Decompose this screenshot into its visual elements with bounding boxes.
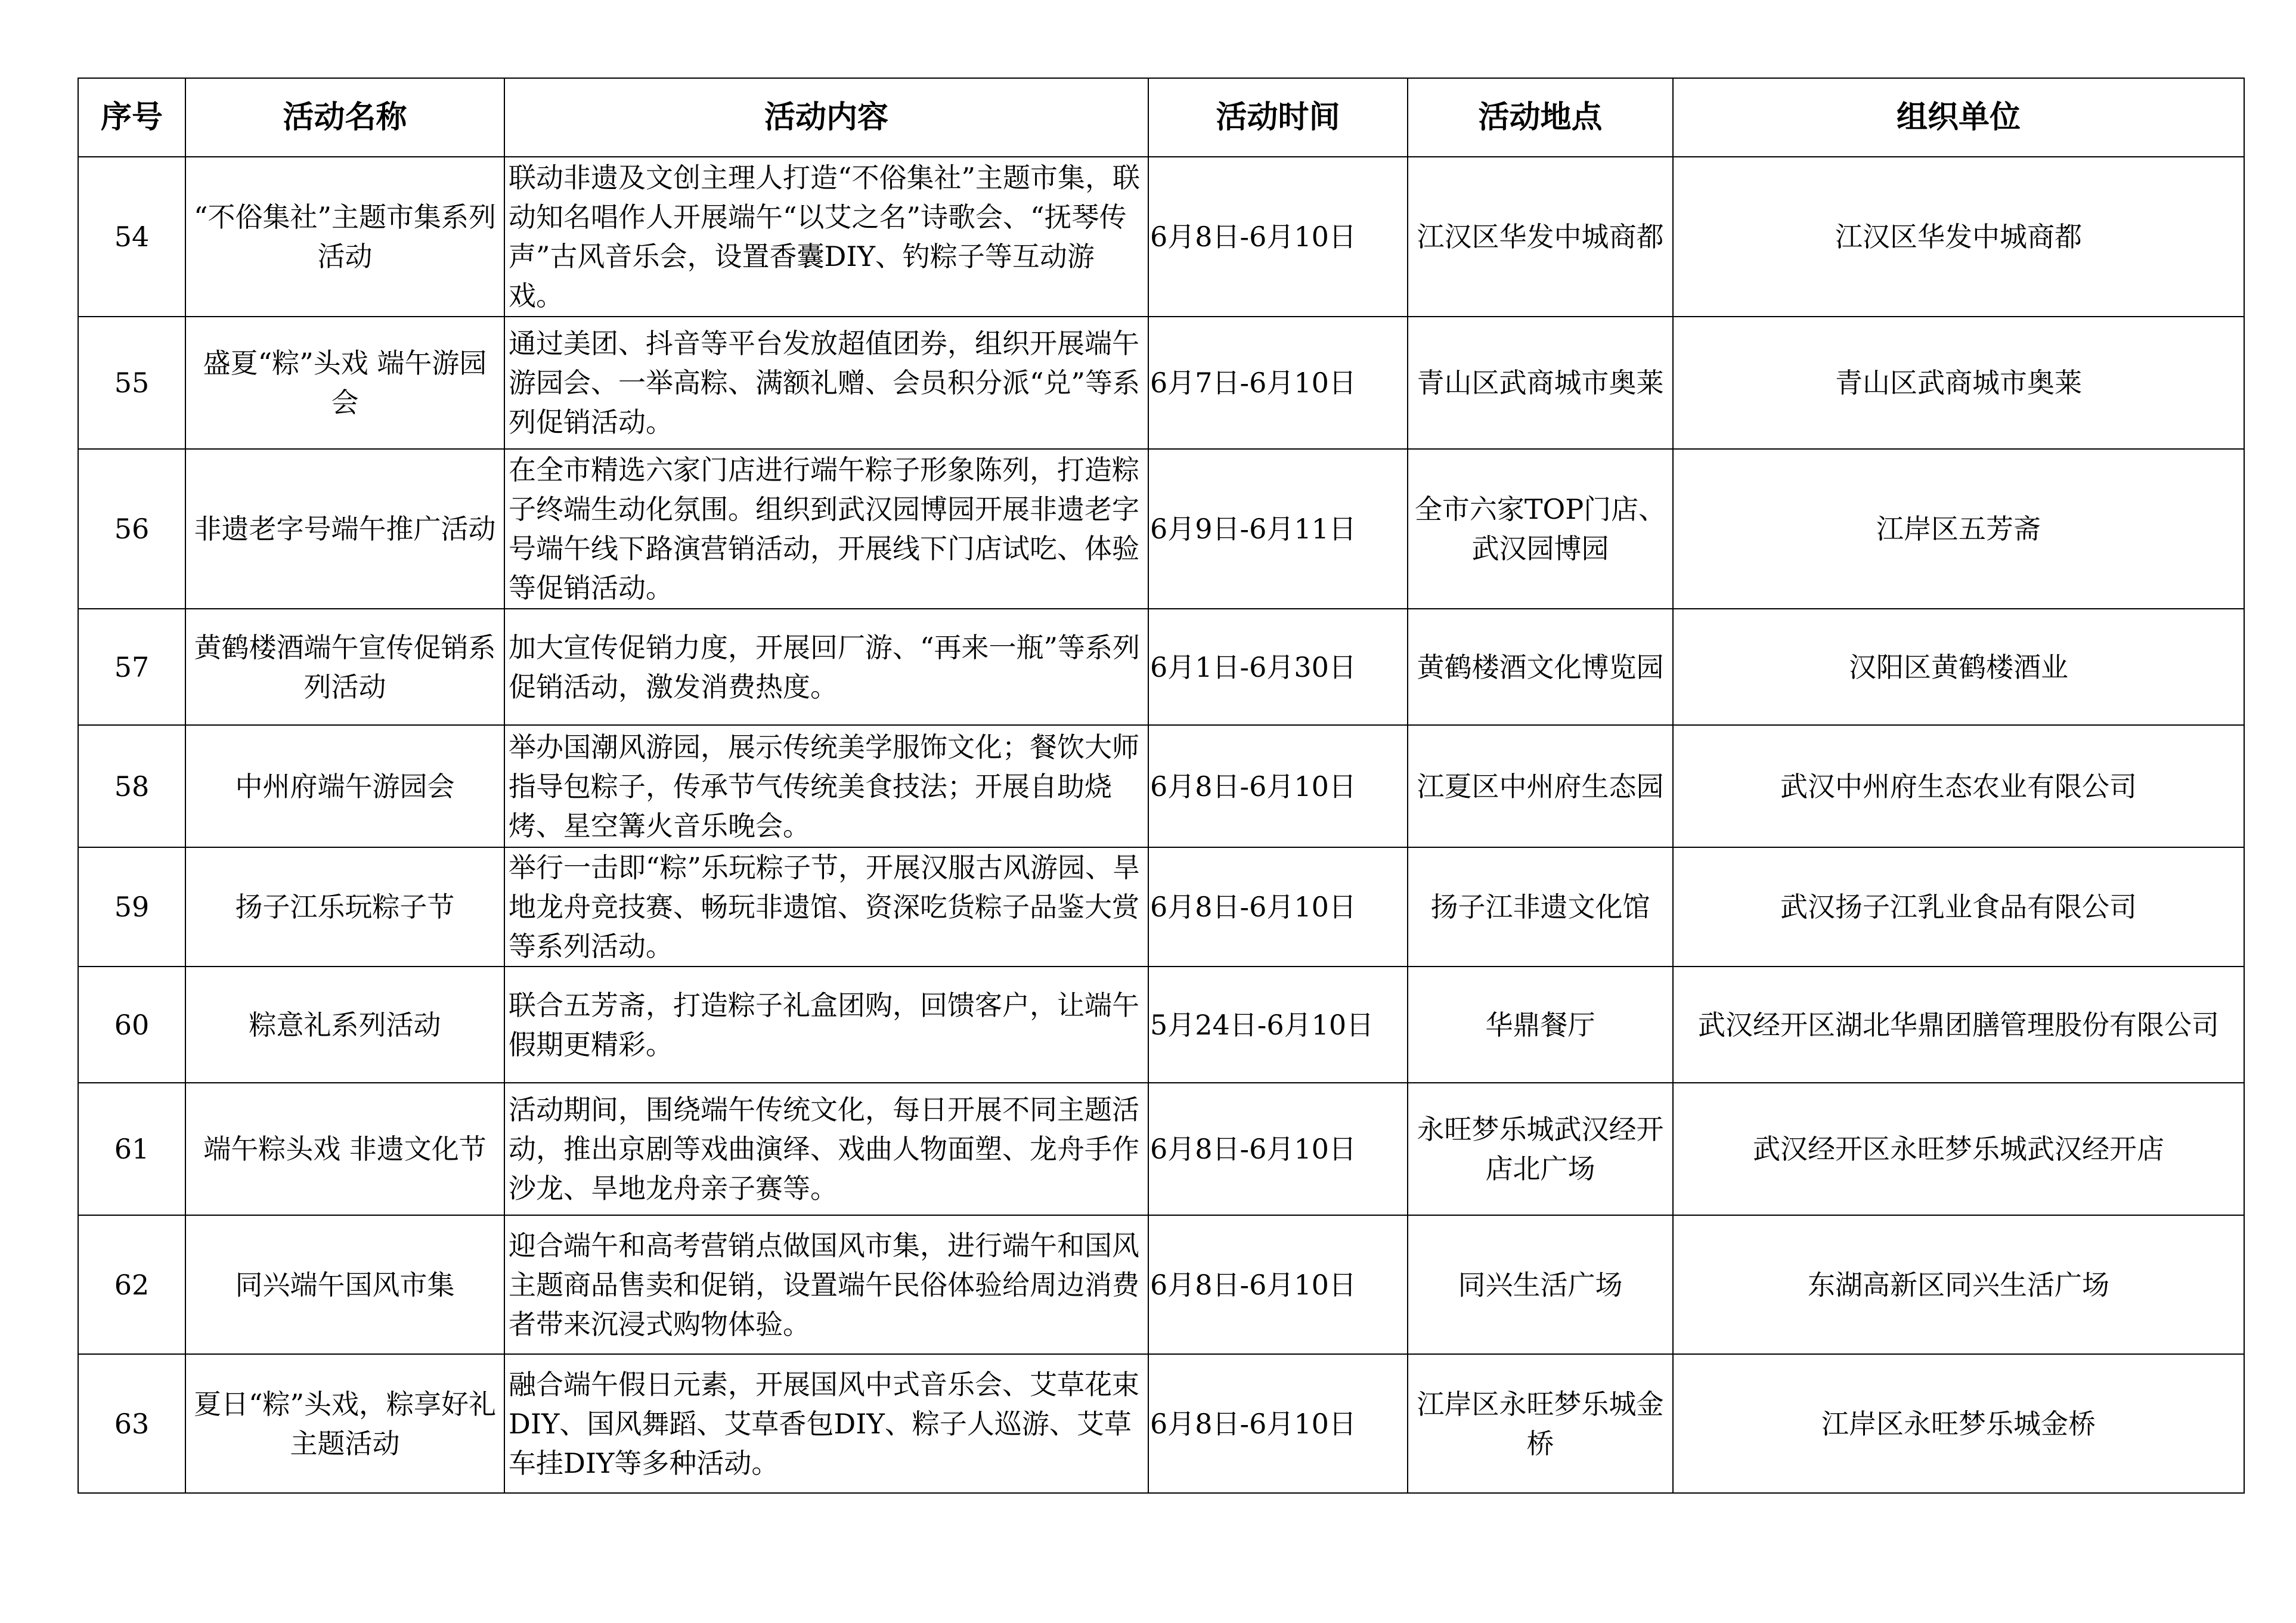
cell-activity-location: 江汉区华发中城商都 bbox=[1408, 157, 1673, 317]
cell-activity-content: 迎合端午和高考营销点做国风市集，进行端午和国风主题商品售卖和促销，设置端午民俗体验给周边消费者带来沉浸式购物体验。 bbox=[504, 1215, 1148, 1354]
cell-activity-name: 粽意礼系列活动 bbox=[185, 967, 504, 1083]
header-organizer: 组织单位 bbox=[1673, 78, 2244, 157]
cell-organizer: 武汉扬子江乳业食品有限公司 bbox=[1673, 847, 2244, 967]
table-row bbox=[78, 449, 2244, 609]
table-row bbox=[78, 967, 2244, 1083]
cell-activity-content: 联动非遗及文创主理人打造“不俗集社”主题市集，联动知名唱作人开展端午“以艾之名”诗歌会、“抚琴传声”古风音乐会，设置香囊DIY、钓粽子等互动游戏。 bbox=[504, 157, 1148, 317]
cell-activity-content: 加大宣传促销力度，开展回厂游、“再来一瓶”等系列促销活动，激发消费热度。 bbox=[504, 609, 1148, 725]
cell-serial-number: 60 bbox=[78, 967, 185, 1083]
cell-activity-name: 夏日“粽”头戏，粽享好礼主题活动 bbox=[185, 1354, 504, 1493]
cell-activity-name: 中州府端午游园会 bbox=[185, 725, 504, 847]
cell-activity-location: 青山区武商城市奥莱 bbox=[1408, 317, 1673, 449]
cell-activity-location: 江岸区永旺梦乐城金桥 bbox=[1408, 1354, 1673, 1493]
cell-activity-time: 6月8日-6月10日 bbox=[1148, 1215, 1408, 1354]
header-activity-content: 活动内容 bbox=[504, 78, 1148, 157]
cell-activity-name: 盛夏“粽”头戏 端午游园会 bbox=[185, 317, 504, 449]
cell-activity-time: 6月8日-6月10日 bbox=[1148, 1354, 1408, 1493]
cell-activity-location: 黄鹤楼酒文化博览园 bbox=[1408, 609, 1673, 725]
table-row bbox=[78, 1354, 2244, 1493]
cell-serial-number: 58 bbox=[78, 725, 185, 847]
cell-serial-number: 59 bbox=[78, 847, 185, 967]
cell-activity-name: 黄鹤楼酒端午宣传促销系列活动 bbox=[185, 609, 504, 725]
cell-serial-number: 61 bbox=[78, 1083, 185, 1215]
cell-serial-number: 55 bbox=[78, 317, 185, 449]
cell-activity-name: 端午粽头戏 非遗文化节 bbox=[185, 1083, 504, 1215]
cell-activity-time: 6月8日-6月10日 bbox=[1148, 847, 1408, 967]
cell-activity-content: 举办国潮风游园，展示传统美学服饰文化；餐饮大师指导包粽子，传承节气传统美食技法；开展自助烧烤、星空篝火音乐晚会。 bbox=[504, 725, 1148, 847]
cell-activity-name: 扬子江乐玩粽子节 bbox=[185, 847, 504, 967]
cell-activity-content: 融合端午假日元素，开展国风中式音乐会、艾草花束DIY、国风舞蹈、艾草香包DIY、粽子人巡游、艾草车挂DIY等多种活动。 bbox=[504, 1354, 1148, 1493]
cell-serial-number: 57 bbox=[78, 609, 185, 725]
cell-serial-number: 63 bbox=[78, 1354, 185, 1493]
header-activity-time: 活动时间 bbox=[1148, 78, 1408, 157]
cell-activity-name: 同兴端午国风市集 bbox=[185, 1215, 504, 1354]
cell-organizer: 东湖高新区同兴生活广场 bbox=[1673, 1215, 2244, 1354]
cell-activity-location: 全市六家TOP门店、武汉园博园 bbox=[1408, 449, 1673, 609]
cell-serial-number: 56 bbox=[78, 449, 185, 609]
activity-table bbox=[78, 78, 2245, 1494]
table-row bbox=[78, 725, 2244, 847]
header-activity-location: 活动地点 bbox=[1408, 78, 1673, 157]
cell-activity-content: 活动期间，围绕端午传统文化，每日开展不同主题活动，推出京剧等戏曲演绎、戏曲人物面塑、龙舟手作沙龙、旱地龙舟亲子赛等。 bbox=[504, 1083, 1148, 1215]
cell-serial-number: 62 bbox=[78, 1215, 185, 1354]
cell-activity-location: 永旺梦乐城武汉经开店北广场 bbox=[1408, 1083, 1673, 1215]
cell-organizer: 江岸区永旺梦乐城金桥 bbox=[1673, 1354, 2244, 1493]
cell-organizer: 江岸区五芳斋 bbox=[1673, 449, 2244, 609]
cell-activity-location: 扬子江非遗文化馆 bbox=[1408, 847, 1673, 967]
table-row bbox=[78, 317, 2244, 449]
cell-activity-time: 5月24日-6月10日 bbox=[1148, 967, 1408, 1083]
header-serial-number: 序号 bbox=[78, 78, 185, 157]
cell-activity-name: 非遗老字号端午推广活动 bbox=[185, 449, 504, 609]
table-row bbox=[78, 157, 2244, 317]
cell-organizer: 武汉中州府生态农业有限公司 bbox=[1673, 725, 2244, 847]
cell-organizer: 武汉经开区永旺梦乐城武汉经开店 bbox=[1673, 1083, 2244, 1215]
table-header-row bbox=[78, 78, 2244, 157]
cell-serial-number: 54 bbox=[78, 157, 185, 317]
cell-activity-time: 6月8日-6月10日 bbox=[1148, 157, 1408, 317]
cell-activity-name: “不俗集社”主题市集系列活动 bbox=[185, 157, 504, 317]
cell-organizer: 江汉区华发中城商都 bbox=[1673, 157, 2244, 317]
cell-activity-time: 6月9日-6月11日 bbox=[1148, 449, 1408, 609]
cell-activity-location: 华鼎餐厅 bbox=[1408, 967, 1673, 1083]
table-row bbox=[78, 1083, 2244, 1215]
cell-activity-time: 6月1日-6月30日 bbox=[1148, 609, 1408, 725]
cell-activity-location: 江夏区中州府生态园 bbox=[1408, 725, 1673, 847]
cell-activity-content: 通过美团、抖音等平台发放超值团券，组织开展端午游园会、一举高粽、满额礼赠、会员积分派“兑”等系列促销活动。 bbox=[504, 317, 1148, 449]
table-row bbox=[78, 1215, 2244, 1354]
cell-activity-time: 6月8日-6月10日 bbox=[1148, 1083, 1408, 1215]
cell-activity-content: 举行一击即“粽”乐玩粽子节，开展汉服古风游园、旱地龙舟竞技赛、畅玩非遗馆、资深吃货粽子品鉴大赏等系列活动。 bbox=[504, 847, 1148, 967]
cell-activity-time: 6月7日-6月10日 bbox=[1148, 317, 1408, 449]
cell-organizer: 武汉经开区湖北华鼎团膳管理股份有限公司 bbox=[1673, 967, 2244, 1083]
cell-activity-location: 同兴生活广场 bbox=[1408, 1215, 1673, 1354]
header-activity-name: 活动名称 bbox=[185, 78, 504, 157]
table-row bbox=[78, 609, 2244, 725]
cell-activity-content: 联合五芳斋，打造粽子礼盒团购，回馈客户，让端午假期更精彩。 bbox=[504, 967, 1148, 1083]
cell-activity-content: 在全市精选六家门店进行端午粽子形象陈列，打造粽子终端生动化氛围。组织到武汉园博园开展非遗老字号端午线下路演营销活动，开展线下门店试吃、体验等促销活动。 bbox=[504, 449, 1148, 609]
cell-organizer: 汉阳区黄鹤楼酒业 bbox=[1673, 609, 2244, 725]
cell-organizer: 青山区武商城市奥莱 bbox=[1673, 317, 2244, 449]
table-row bbox=[78, 847, 2244, 967]
cell-activity-time: 6月8日-6月10日 bbox=[1148, 725, 1408, 847]
